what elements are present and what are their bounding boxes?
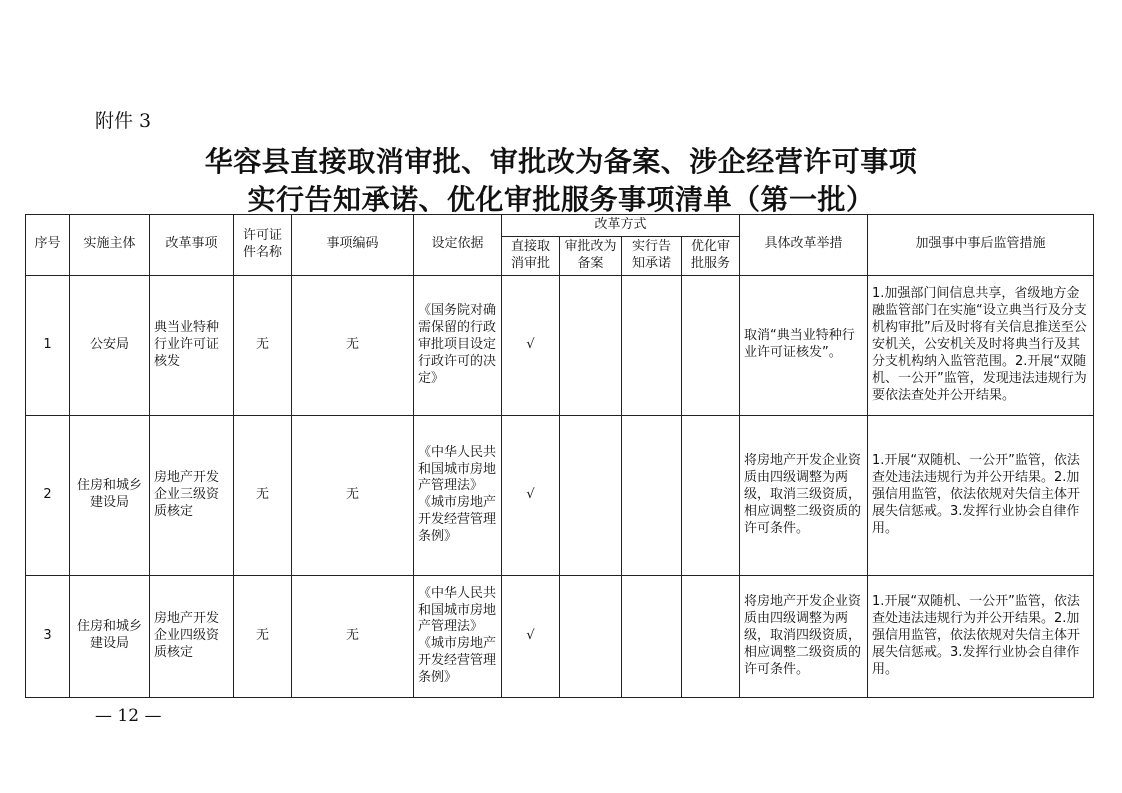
header-mode-cancel: 直接取消审批 (502, 237, 560, 276)
header-supervision: 加强事中事后监管措施 (868, 215, 1094, 276)
header-seq: 序号 (26, 215, 70, 276)
cell-supervision: 1.开展“双随机、一公开”监管，依法查处违法违规行为并公开结果。2.加强信用监管，依法依规对失信主体开展失信惩戒。3.发挥行业协会自律作用。 (868, 575, 1094, 697)
cell-item: 典当业特种行业许可证核发 (150, 275, 234, 415)
cell-mode-optimize (682, 275, 740, 415)
cell-mode-pledge (622, 275, 682, 415)
cell-measures: 将房地产开发企业资质由四级调整为两级，取消四级资质，相应调整二级资质的许可条件。 (740, 575, 868, 697)
cell-code: 无 (292, 415, 414, 575)
cell-code: 无 (292, 275, 414, 415)
header-basis: 设定依据 (414, 215, 502, 276)
cell-mode-filing (560, 415, 622, 575)
cell-seq: 2 (26, 415, 70, 575)
cell-subject: 公安局 (70, 275, 150, 415)
header-subject: 实施主体 (70, 215, 150, 276)
cell-seq: 3 (26, 575, 70, 697)
cell-basis: 《国务院对确需保留的行政审批项目设定行政许可的决定》 (414, 275, 502, 415)
reform-items-table (25, 214, 1094, 698)
cell-mode-optimize (682, 415, 740, 575)
cell-measures: 取消“典当业特种行业许可证核发”。 (740, 275, 868, 415)
header-measures: 具体改革举措 (740, 215, 868, 276)
cell-seq: 1 (26, 275, 70, 415)
header-mode-optimize: 优化审批服务 (682, 237, 740, 276)
header-code: 事项编码 (292, 215, 414, 276)
header-license-name: 许可证件名称 (234, 215, 292, 276)
cell-license-name: 无 (234, 275, 292, 415)
cell-supervision: 1.加强部门间信息共享，省级地方金融监管部门在实施“设立典当行及分支机构审批”后及时将有关信息推送至公安机关，公安机关及时将典当行及其分支机构纳入监管范围。2.开展“双随机、一公开”监管，发现违法违规行为要依法查处并公开结果。 (868, 275, 1094, 415)
cell-license-name: 无 (234, 415, 292, 575)
header-mode-pledge: 实行告知承诺 (622, 237, 682, 276)
header-mode-filing: 审批改为备案 (560, 237, 622, 276)
cell-mode-pledge (622, 575, 682, 697)
cell-subject: 住房和城乡建设局 (70, 415, 150, 575)
cell-mode-optimize (682, 575, 740, 697)
cell-supervision: 1.开展“双随机、一公开”监管，依法查处违法违规行为并公开结果。2.加强信用监管，依法依规对失信主体开展失信惩戒。3.发挥行业协会自律作用。 (868, 415, 1094, 575)
attachment-label: 附件 3 (95, 110, 152, 132)
cell-mode-cancel: √ (502, 575, 560, 697)
cell-basis: 《中华人民共和国城市房地产管理法》《城市房地产开发经营管理条例》 (414, 575, 502, 697)
cell-measures: 将房地产开发企业资质由四级调整为两级，取消三级资质，相应调整二级资质的许可条件。 (740, 415, 868, 575)
header-reform-mode: 改革方式 (502, 215, 740, 237)
page-number: — 12 — (95, 706, 162, 726)
table-row (26, 575, 1094, 697)
cell-mode-filing (560, 575, 622, 697)
cell-license-name: 无 (234, 575, 292, 697)
header-item: 改革事项 (150, 215, 234, 276)
cell-item: 房地产开发企业四级资质核定 (150, 575, 234, 697)
table-row (26, 275, 1094, 415)
cell-mode-cancel: √ (502, 275, 560, 415)
cell-basis: 《中华人民共和国城市房地产管理法》《城市房地产开发经营管理条例》 (414, 415, 502, 575)
cell-subject: 住房和城乡建设局 (70, 575, 150, 697)
cell-mode-pledge (622, 415, 682, 575)
cell-code: 无 (292, 575, 414, 697)
table-row (26, 415, 1094, 575)
document-title-line2: 实行告知承诺、优化审批服务事项清单（第一批） (247, 183, 875, 216)
cell-item: 房地产开发企业三级资质核定 (150, 415, 234, 575)
cell-mode-cancel: √ (502, 415, 560, 575)
document-title-line1: 华容县直接取消审批、审批改为备案、涉企经营许可事项 (204, 145, 918, 178)
cell-mode-filing (560, 275, 622, 415)
